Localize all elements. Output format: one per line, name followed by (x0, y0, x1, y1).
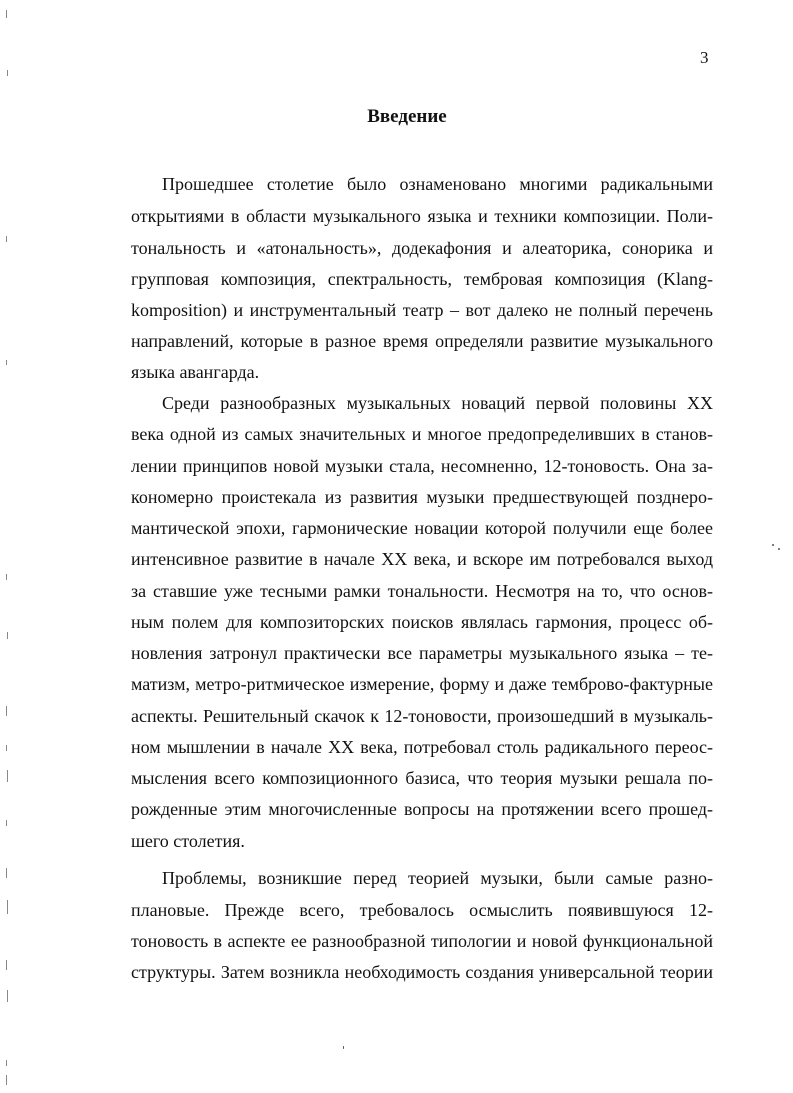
text-line: рожденные этим многочисленные вопросы на протяжении всего прошед- (131, 799, 713, 819)
text-line: мысления всего композиционного базиса, что теория музыки решала по- (131, 768, 713, 788)
text-line: матизм, метро-ритмическое измерение, форму и даже темброво-фактурные (131, 674, 713, 694)
text-line: шего столетия. (131, 831, 245, 851)
text-line: за ставшие уже тесными рамки тональности. Несмотря на то, что основ- (131, 581, 713, 601)
page-title: Введение (367, 106, 447, 127)
text-line: Среди разнообразных музыкальных новаций первой половины XX (162, 393, 713, 413)
text-line: открытиями в области музыкального языка и техники композиции. Поли- (131, 206, 713, 226)
text-line: лении принципов новой музыки стала, несомненно, 12-тоновость. Она за- (131, 456, 713, 476)
scan-speck (343, 1046, 344, 1049)
text-line: кономерно проистекала из развития музыки предшествующей позднеро- (131, 487, 713, 507)
scan-speck (778, 548, 780, 550)
scan-speck (772, 544, 774, 546)
scan-margin-marks (2, 0, 14, 1093)
text-line: Прошедшее столетие было ознаменовано многими радикальными (162, 174, 713, 194)
page-number: 3 (700, 48, 709, 67)
text-line: ным полем для композиторских поисков являлась гармония, процесс об- (131, 612, 713, 632)
text-line: komposition) и инструментальный театр – вот далеко не полный перечень (131, 300, 713, 320)
text-line: направлений, которые в разное время определяли развитие музыкального (131, 331, 713, 351)
text-line: аспекты. Решительный скачок к 12-тоновости, произошедший в музыкаль- (131, 706, 713, 726)
text-line: тоновость в аспекте ее разнообразной типологии и новой функциональной (131, 931, 713, 951)
text-line: ном мышлении в начале XX века, потребовал столь радикального переос- (131, 737, 713, 757)
text-line: структуры. Затем возникла необходимость создания универсальной теории (131, 962, 713, 982)
text-line: века одной из самых значительных и многое предопределивших в станов- (131, 424, 713, 444)
text-line: Проблемы, возникшие перед теорией музыки, были самые разно- (162, 868, 713, 888)
text-line: интенсивное развитие в начале XX века, и вскоре им потребовался выход (131, 549, 713, 569)
text-line: языка авангарда. (131, 362, 260, 382)
text-line: тональность и «атональность», додекафония и алеаторика, сонорика и (131, 238, 713, 258)
text-line: новления затронул практически все параметры музыкального языка – те- (131, 643, 713, 663)
text-line: мантической эпохи, гармонические новации которой получили еще более (131, 518, 713, 538)
text-line: плановые. Прежде всего, требовалось осмыслить появившуюся 12- (131, 900, 713, 920)
text-line: групповая композиция, спектральность, тембровая композиция (Klang- (131, 269, 713, 289)
